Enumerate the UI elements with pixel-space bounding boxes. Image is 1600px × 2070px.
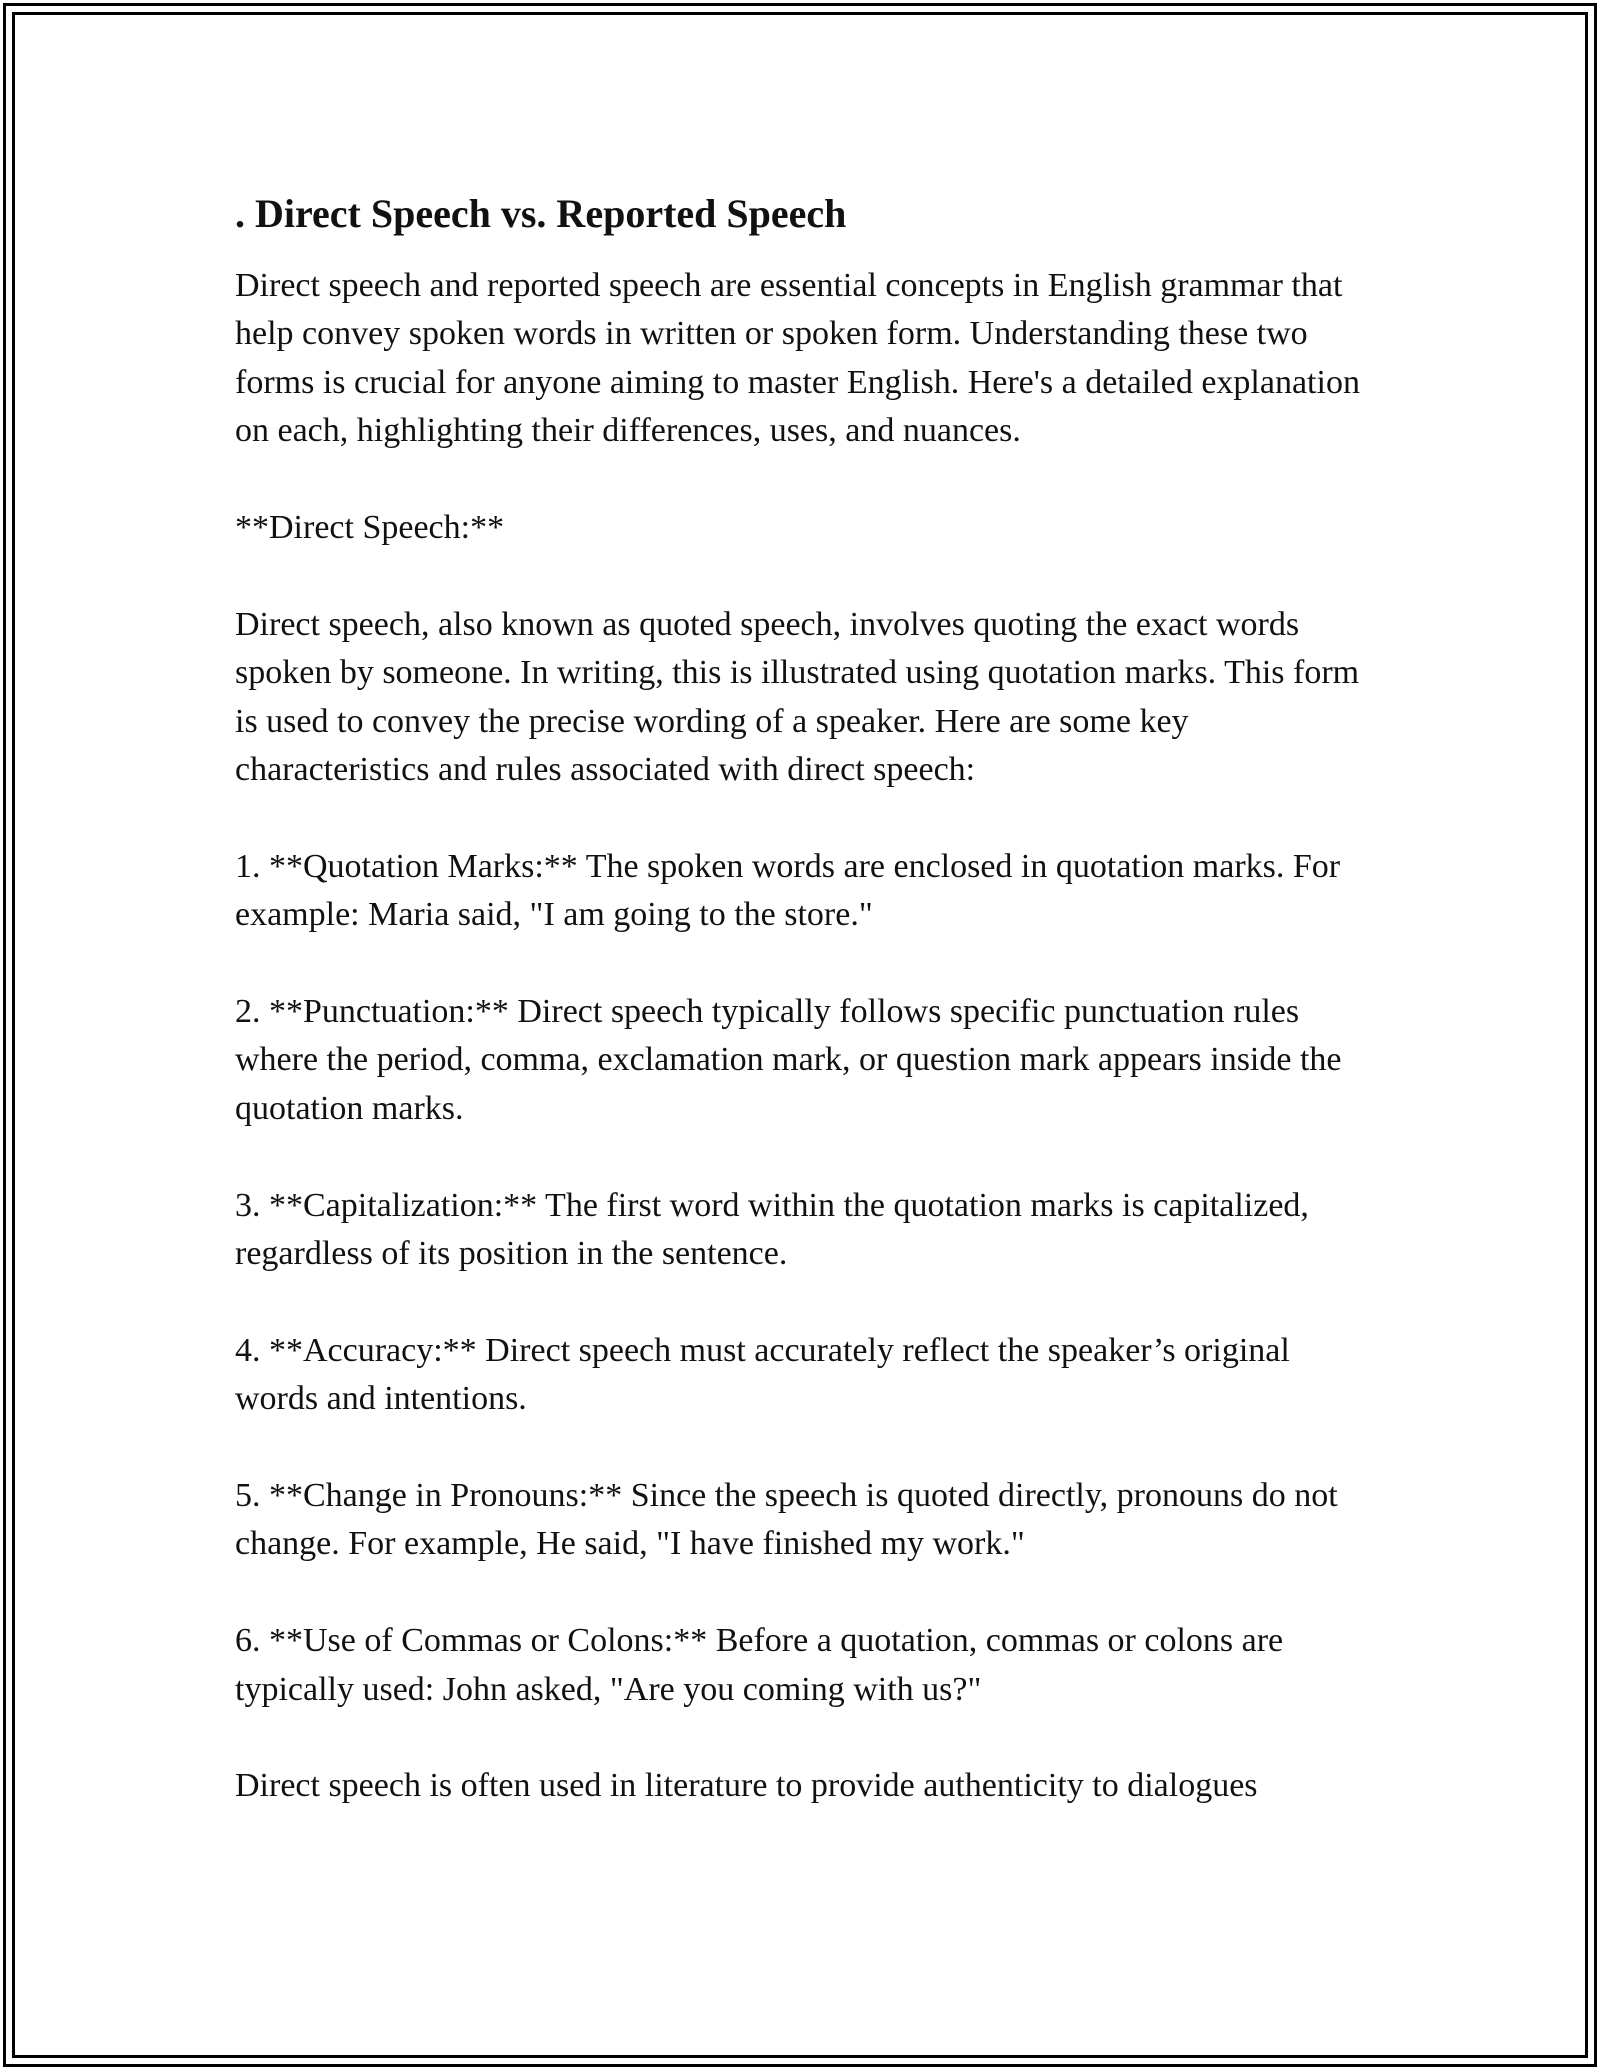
list-item-punctuation: 2. **Punctuation:** Direct speech typically follows specific punctuation rules where the period, comma, exclamation mark, or question mark appears inside the quotation marks. [235,993,1342,1127]
list-item-commas-or-colons: 6. **Use of Commas or Colons:** Before a quotation, commas or colons are typically used: John asked, "Are you coming with us?" [235,1622,1284,1708]
list-item-quotation-marks: 1. **Quotation Marks:** The spoken words are enclosed in quotation marks. For example: Maria said, "I am going to the store." [235,847,1341,934]
list-item-change-in-pronouns: 5. **Change in Pronouns:** Since the speech is quoted directly, pronouns do not change. For example, He said, "I have finished my work." [235,1477,1338,1563]
list-item-capitalization: 3. **Capitalization:** The first word within the quotation marks is capitalized, regardless of its position in the sentence. [235,1186,1309,1273]
direct-speech-subheading: **Direct Speech:** [235,509,505,547]
closing-paragraph: Direct speech is often used in literature to provide authenticity to dialogues [235,1767,1258,1805]
document-heading: . Direct Speech vs. Reported Speech [235,191,847,236]
list-item-accuracy: 4. **Accuracy:** Direct speech must accurately reflect the speaker’s original words and intentions. [235,1331,1290,1418]
document-body [235,186,1375,1811]
direct-speech-definition-paragraph: Direct speech, also known as quoted speech, involves quoting the exact words spoken by someone. In writing, this is illustrated using quotation marks. This form is used to convey the precise wording of a speaker. Here are some key characteristics and rules associated with direct speech: [235,605,1360,789]
intro-paragraph: Direct speech and reported speech are essential concepts in English grammar that help convey spoken words in written or spoken form. Understanding these two forms is crucial for anyone aiming to master English. Here's a detailed explanation on each, highlighting their differences, uses, and nuances. [235,267,1360,450]
